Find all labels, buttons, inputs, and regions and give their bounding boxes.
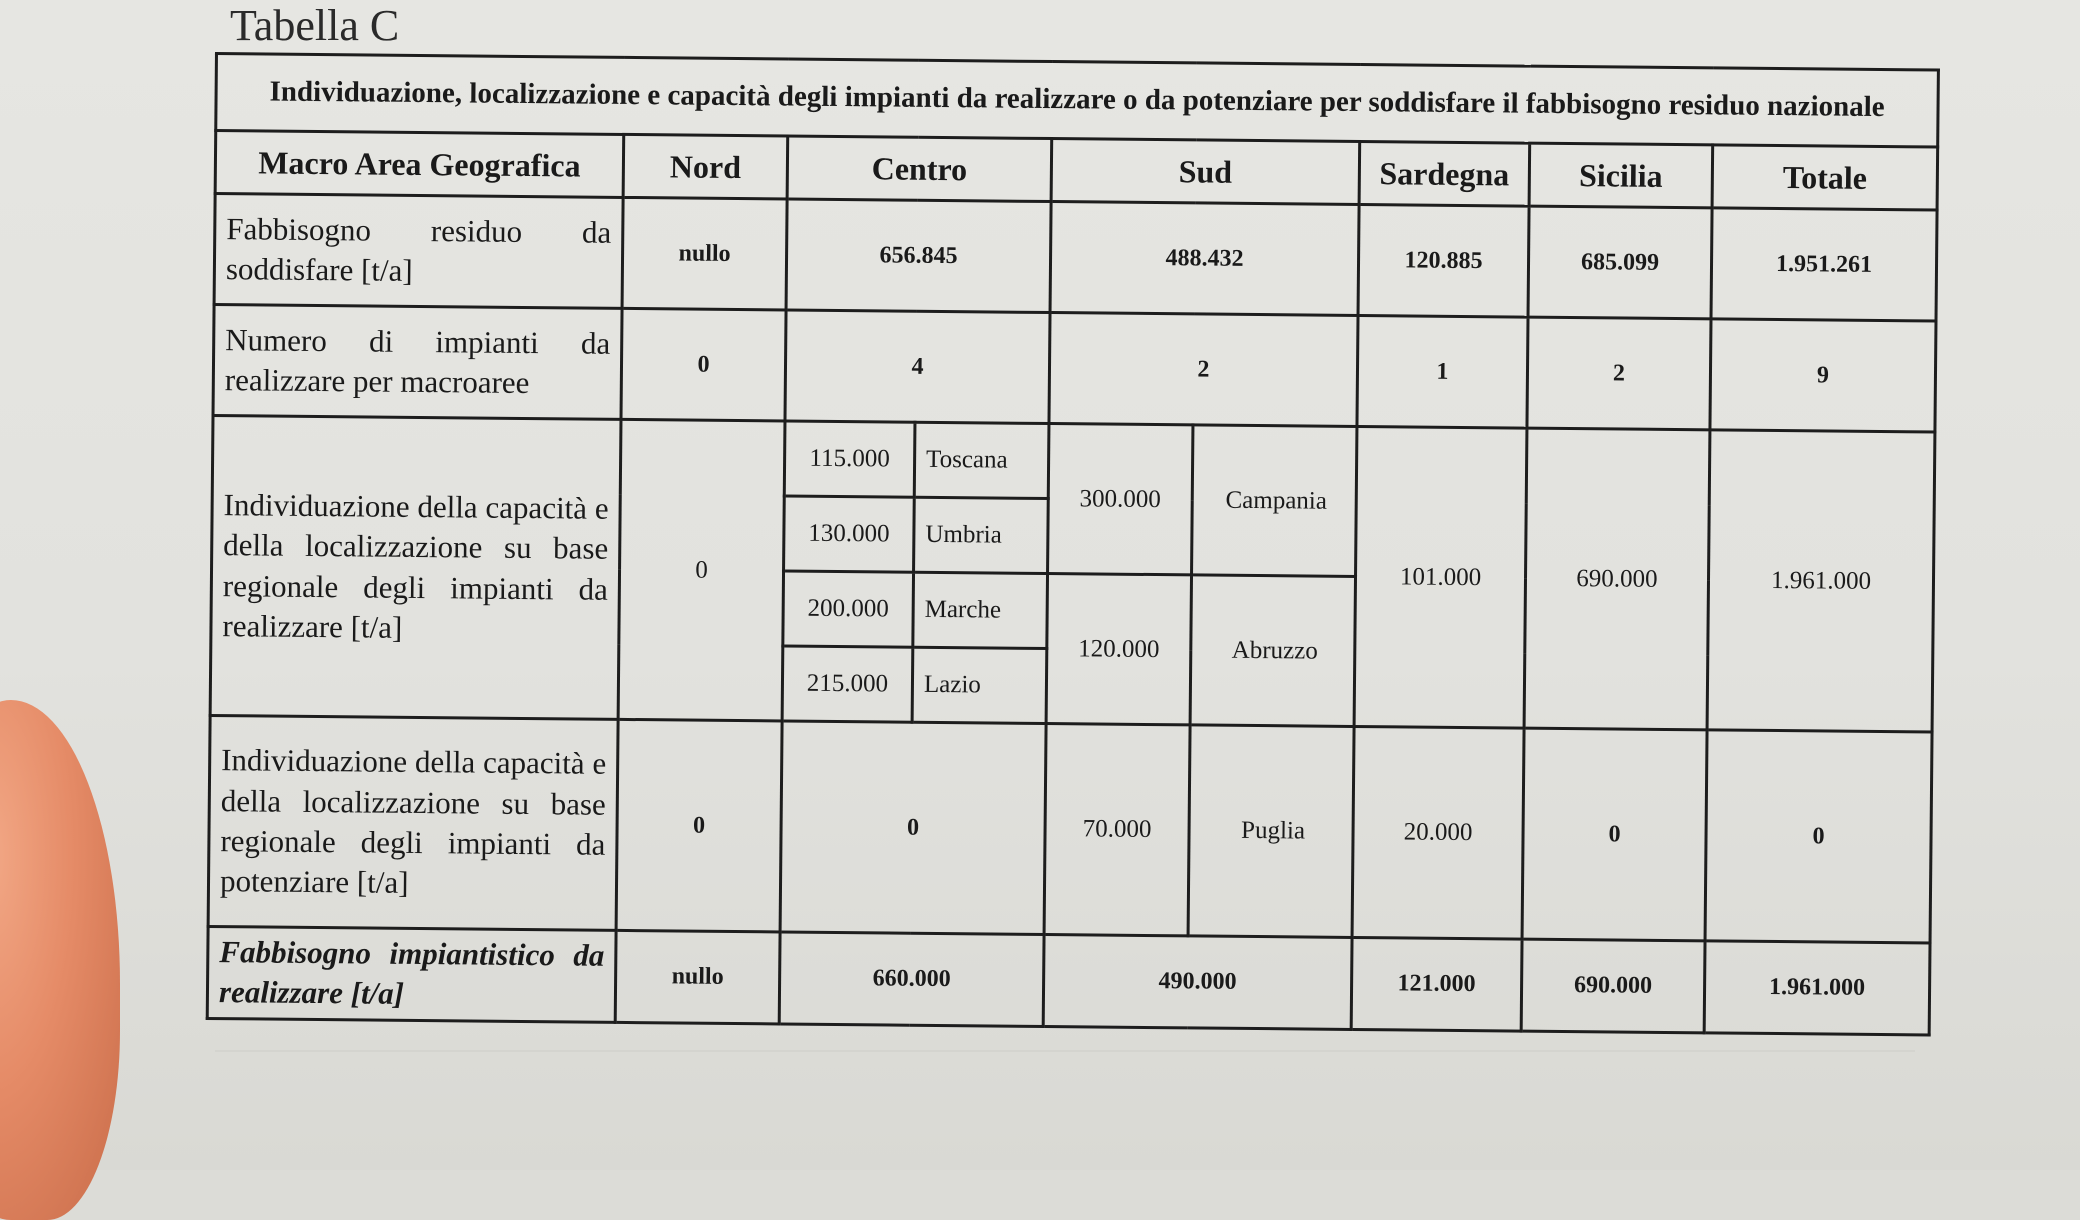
label-numero-impianti: Numero di impianti da realizzare per macroaree bbox=[213, 305, 622, 420]
cell-impiantistico-totale: 1.961.000 bbox=[1704, 941, 1930, 1035]
cell-fabbisogno-totale: 1.951.261 bbox=[1711, 208, 1937, 321]
cell-numero-totale: 9 bbox=[1710, 319, 1936, 432]
cell-numero-sardegna: 1 bbox=[1357, 315, 1528, 428]
cell-impiantistico-nord: nullo bbox=[615, 930, 780, 1023]
row-numero-impianti bbox=[213, 305, 1936, 433]
cell-potenziare-nord: 0 bbox=[616, 719, 782, 932]
cell-sud-region: Abruzzo bbox=[1190, 575, 1355, 727]
cell-centro-region: Toscana bbox=[914, 422, 1049, 498]
header-sud: Sud bbox=[1051, 139, 1360, 205]
header-totale: Totale bbox=[1712, 145, 1938, 210]
cell-centro-value: 130.000 bbox=[784, 496, 915, 572]
table-c bbox=[206, 52, 1940, 1036]
cell-realizzare-nord: 0 bbox=[618, 419, 785, 721]
cell-numero-sicilia: 2 bbox=[1527, 317, 1711, 430]
label-fabbisogno-residuo: Fabbisogno residuo da soddisfare [t/a] bbox=[214, 194, 623, 309]
cell-centro-value: 200.000 bbox=[783, 571, 914, 647]
header-macro-area: Macro Area Geografica bbox=[215, 131, 624, 198]
cell-fabbisogno-sud: 488.432 bbox=[1050, 202, 1359, 316]
table-title: Individuazione, localizzazione e capacità degli impianti da realizzare o da potenziare per soddisfare il fabbisogno residuo nazionale bbox=[216, 54, 1939, 148]
cell-sud-value: 120.000 bbox=[1046, 574, 1191, 725]
next-page-ghost-text bbox=[215, 1050, 1915, 1172]
cell-centro-value: 215.000 bbox=[782, 646, 913, 722]
document-table-wrapper bbox=[206, 52, 1940, 1036]
cell-realizzare-totale: 1.961.000 bbox=[1707, 430, 1935, 732]
label-fabbisogno-impiantistico: Fabbisogno impiantistico da realizzare [t/a] bbox=[207, 926, 616, 1022]
cell-potenziare-centro: 0 bbox=[780, 721, 1046, 935]
cell-fabbisogno-centro: 656.845 bbox=[786, 199, 1051, 313]
header-centro: Centro bbox=[787, 136, 1052, 202]
cell-centro-region: Lazio bbox=[912, 647, 1047, 723]
label-impianti-realizzare: Individuazione della capacità e della localizzazione su base regionale degli impianti da realizzare [t/a] bbox=[210, 415, 621, 719]
row-fabbisogno-impiantistico bbox=[207, 926, 1930, 1034]
cell-realizzare-sardegna: 101.000 bbox=[1354, 426, 1527, 728]
cell-numero-nord: 0 bbox=[621, 308, 786, 421]
cell-realizzare-sicilia: 690.000 bbox=[1524, 428, 1710, 730]
header-sicilia: Sicilia bbox=[1529, 143, 1713, 208]
cell-potenziare-sud-region: Puglia bbox=[1188, 725, 1354, 938]
header-nord: Nord bbox=[623, 134, 788, 199]
label-impianti-potenziare: Individuazione della capacità e della localizzazione su base regionale degli impianti da potenziare [t/a] bbox=[208, 715, 618, 930]
cell-numero-sud: 2 bbox=[1049, 313, 1358, 427]
cell-impiantistico-sardegna: 121.000 bbox=[1351, 937, 1522, 1030]
cell-sud-region: Campania bbox=[1192, 425, 1357, 577]
cell-potenziare-totale: 0 bbox=[1705, 730, 1932, 943]
cell-fabbisogno-sicilia: 685.099 bbox=[1528, 206, 1712, 319]
cell-numero-centro: 4 bbox=[785, 310, 1050, 424]
cell-centro-region: Marche bbox=[913, 572, 1048, 648]
header-sardegna: Sardegna bbox=[1359, 141, 1530, 206]
cell-centro-region: Umbria bbox=[914, 497, 1049, 573]
row-impianti-potenziare bbox=[208, 715, 1932, 943]
cell-fabbisogno-nord: nullo bbox=[622, 197, 787, 310]
cell-impiantistico-sud: 490.000 bbox=[1043, 934, 1352, 1029]
cell-fabbisogno-sardegna: 120.885 bbox=[1358, 204, 1529, 317]
row-realizzare-1 bbox=[212, 415, 1935, 507]
cell-impiantistico-centro: 660.000 bbox=[779, 932, 1044, 1026]
cell-potenziare-sardegna: 20.000 bbox=[1352, 726, 1524, 939]
cell-impiantistico-sicilia: 690.000 bbox=[1521, 939, 1705, 1032]
table-caption: Tabella C bbox=[230, 1, 400, 50]
cell-sud-value: 300.000 bbox=[1048, 424, 1193, 575]
row-fabbisogno-residuo bbox=[214, 194, 1937, 322]
cell-potenziare-sud-value: 70.000 bbox=[1044, 724, 1190, 936]
cell-centro-value: 115.000 bbox=[784, 421, 915, 497]
cell-potenziare-sicilia: 0 bbox=[1522, 728, 1707, 941]
